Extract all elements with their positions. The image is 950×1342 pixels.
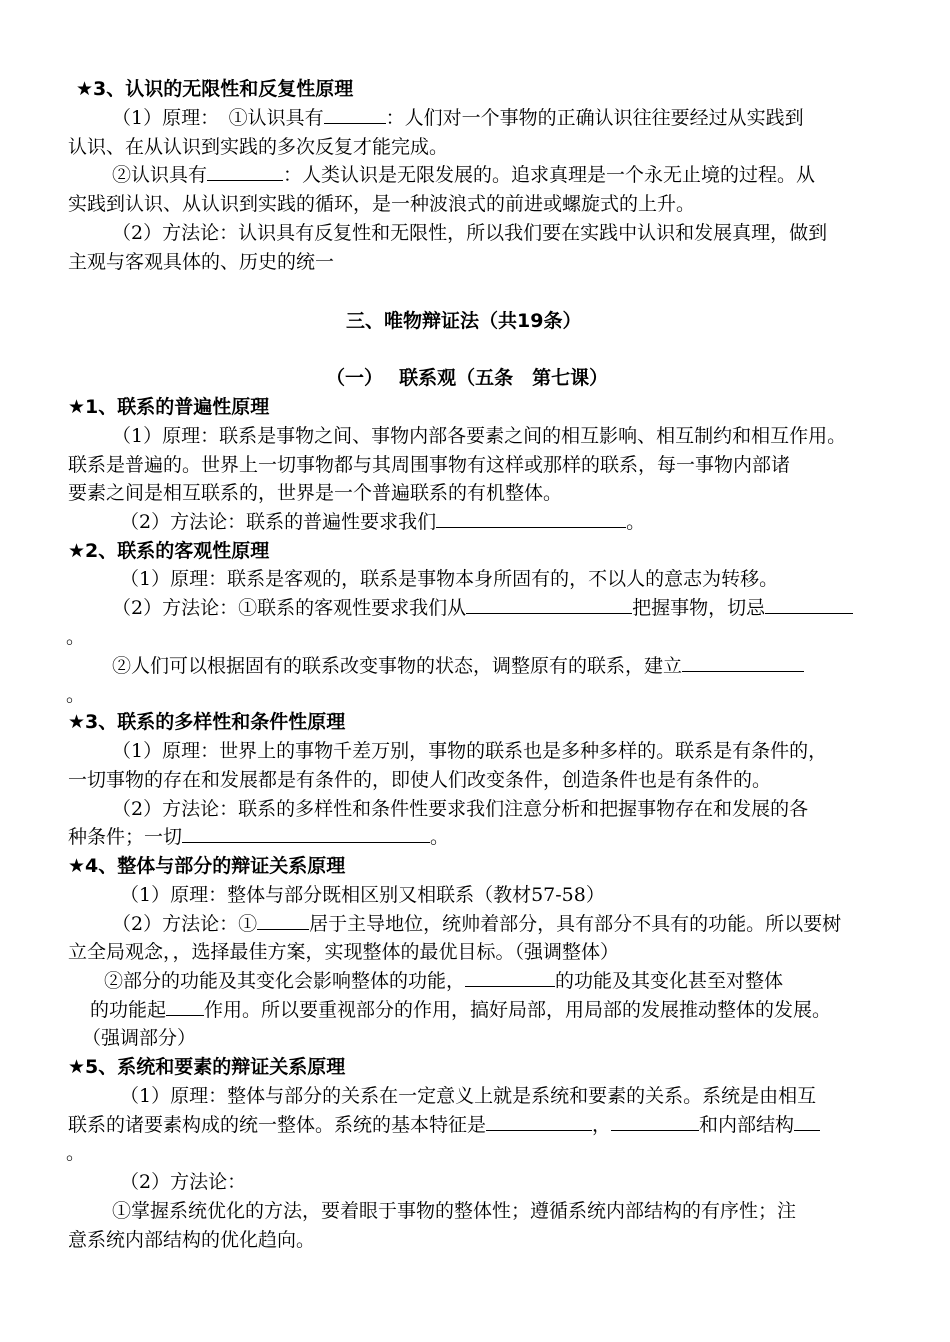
fill-blank[interactable]	[207, 161, 283, 181]
text-line: ②认识具有 ：人类认识是无限发展的。追求真理是一个永无止境的过程。从	[112, 161, 815, 189]
part-heading: 三、唯物辩证法（共19条）	[346, 310, 582, 332]
text-line: ②人们可以根据固有的联系改变事物的状态，调整原有的联系，建立	[112, 652, 804, 680]
text-line: 。	[66, 1142, 86, 1164]
text-line: （强调部分）	[82, 1027, 197, 1049]
fill-blank[interactable]	[486, 1111, 592, 1131]
fill-blank[interactable]	[765, 594, 853, 614]
text-line: ①掌握系统优化的方法，要着眼于事物的整体性；遵循系统内部结构的有序性；注	[112, 1200, 797, 1222]
text-line: （2）方法论：联系的普遍性要求我们 。	[120, 508, 645, 536]
fill-blank[interactable]	[465, 967, 555, 987]
text-line: 联系的诸要素构成的统一整体。系统的基本特征是 ， 和内部结构	[68, 1111, 820, 1139]
fill-blank[interactable]	[166, 996, 204, 1016]
text-line: （2）方法论：① 居于主导地位，统帅着部分，具有部分不具有的功能。所以要树	[112, 910, 841, 938]
fill-blank[interactable]	[466, 594, 632, 614]
text-line: （1）原理：整体与部分既相区别又相联系（教材57-58）	[120, 884, 605, 906]
principle-heading: ★3、联系的多样性和条件性原理	[68, 711, 346, 733]
text-line: （2）方法论：联系的多样性和条件性要求我们注意分析和把握事物存在和发展的各	[112, 798, 809, 820]
text-line: （1）原理：世界上的事物千差万别，事物的联系也是多种多样的。联系是有条件的，	[112, 740, 828, 762]
fill-blank[interactable]	[324, 104, 386, 124]
fill-blank[interactable]	[682, 652, 804, 672]
text-line: 。	[66, 626, 86, 648]
text-line: 的功能起 作用。所以要重视部分的作用，搞好局部，用局部的发展推动整体的发展。	[90, 996, 831, 1024]
fill-blank[interactable]	[794, 1111, 820, 1131]
fill-blank[interactable]	[182, 823, 430, 843]
text-line: 主观与客观具体的、历史的统一	[68, 251, 335, 273]
text-line: 认识、在从认识到实践的多次反复才能完成。	[68, 136, 449, 158]
text-line: 种条件；一切 。	[68, 823, 449, 851]
principle-heading: ★2、联系的客观性原理	[68, 540, 270, 562]
text-line: 。	[66, 684, 86, 706]
fill-blank[interactable]	[436, 508, 626, 528]
principle-heading: ★1、联系的普遍性原理	[68, 396, 270, 418]
text-line: 要素之间是相互联系的，世界是一个普遍联系的有机整体。	[68, 482, 563, 504]
text-line: ②部分的功能及其变化会影响整体的功能， 的功能及其变化甚至对整体	[104, 967, 783, 995]
text-line: （1）原理： ①认识具有 ：人们对一个事物的正确认识往往要经过从实践到	[112, 104, 804, 132]
text-line: （1）原理：联系是事物之间、事物内部各要素之间的相互影响、相互制约和相互作用。	[112, 425, 847, 447]
text-line: （2）方法论：认识具有反复性和无限性，所以我们要在实践中认识和发展真理，做到	[112, 222, 828, 244]
text-line: （1）原理：联系是客观的，联系是事物本身所固有的，不以人的意志为转移。	[120, 568, 779, 590]
chapter-heading: （一） 联系观（五条 第七课）	[326, 367, 609, 389]
text-line: 一切事物的存在和发展都是有条件的，即使人们改变条件，创造条件也是有条件的。	[68, 769, 772, 791]
fill-blank[interactable]	[611, 1111, 699, 1131]
text-line: （2）方法论：	[120, 1171, 247, 1193]
text-line: （2）方法论：①联系的客观性要求我们从 把握事物，切忌	[112, 594, 853, 622]
principle-heading: ★4、整体与部分的辩证关系原理	[68, 855, 346, 877]
text-line: （1）原理：整体与部分的关系在一定意义上就是系统和要素的关系。系统是由相互	[120, 1085, 817, 1107]
text-line: 实践到认识、从认识到实践的循环，是一种波浪式的前进或螺旋式的上升。	[68, 193, 696, 215]
text-line: 立全局观念，，选择最佳方案，实现整体的最优目标。（强调整体）	[68, 941, 620, 963]
text-line: 意系统内部结构的优化趋向。	[68, 1229, 316, 1251]
principle-heading: ★5、系统和要素的辩证关系原理	[68, 1056, 346, 1078]
text-line: 联系是普遍的。世界上一切事物都与其周围事物有这样或那样的联系，每一事物内部诸	[68, 454, 791, 476]
fill-blank[interactable]	[257, 910, 309, 930]
section-title: ★3、认识的无限性和反复性原理	[76, 78, 354, 100]
